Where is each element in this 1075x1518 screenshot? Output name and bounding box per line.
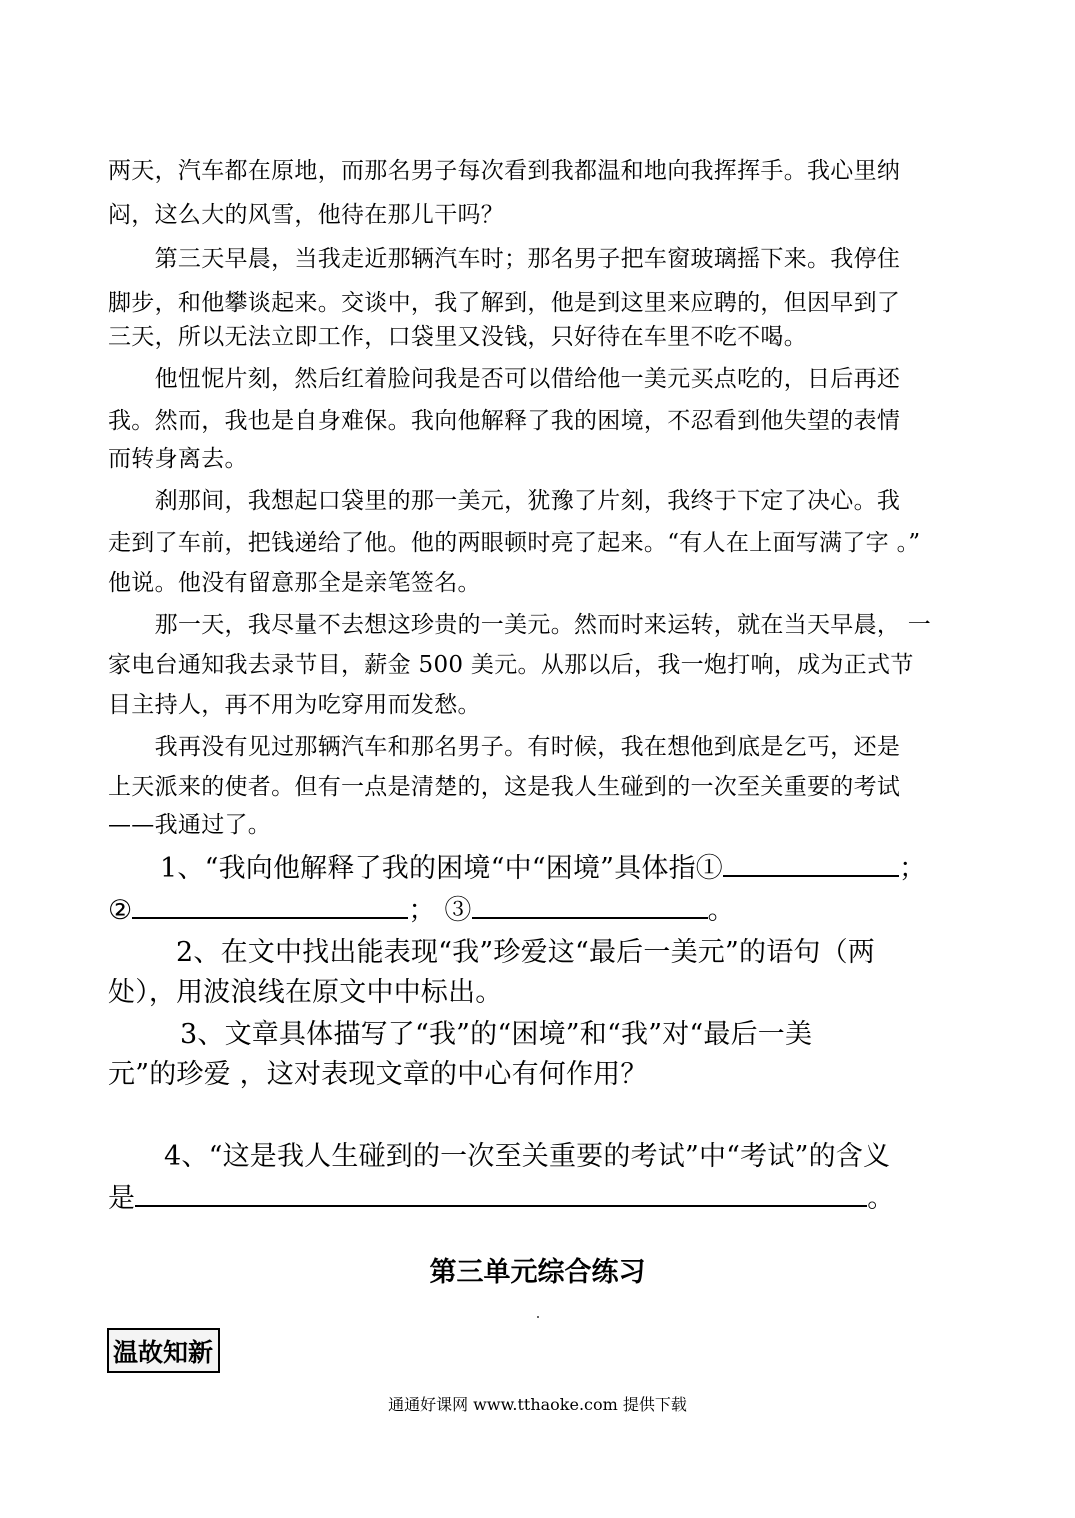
- passage-line: 他忸怩片刻，然后红着脸问我是否可以借给他一美元买点吃的，日后再还: [108, 366, 901, 392]
- passage-line: 目主持人，再不用为吃穿用而发愁。: [108, 692, 481, 718]
- punctuation: 。: [707, 895, 735, 926]
- passage-line: 家电台通知我去录节目，薪金 500 美元。从那以后，我一炮打响，成为正式节: [108, 652, 914, 678]
- passage-line: 上天派来的使者。但有一点是清楚的，这是我人生碰到的一次至关重要的考试: [108, 774, 901, 800]
- question-3-line: 元”的珍爱 ，这对表现文章的中心有何作用？: [108, 1059, 648, 1090]
- question-3-line: 3、文章具体描写了“我”的“困境”和“我”对“最后一美: [180, 1019, 813, 1050]
- passage-line: 三天，所以无法立即工作，口袋里又没钱，只好待在车里不吃不喝。: [108, 324, 807, 350]
- passage-line: 我。然而，我也是自身难保。我向他解释了我的困境，不忍看到他失望的表情: [108, 408, 901, 434]
- question-1-text: 1、“我向他解释了我的困境“中“困境”具体指①: [160, 853, 723, 884]
- passage-line: 他说。他没有留意那全是亲笔签名。: [108, 570, 481, 596]
- section-title: 第三单元综合练习: [429, 1257, 646, 1288]
- passage-line: 第三天早晨，当我走近那辆汽车时；那名男子把车窗玻璃摇下来。我停住: [108, 246, 901, 272]
- passage-line: 我再没有见过那辆汽车和那名男子。有时候，我在想他到底是乞丐，还是: [108, 734, 901, 760]
- question-2-line: 处），用波浪线在原文中中标出。: [108, 977, 503, 1008]
- footer: 通通好课网 www.tthaoke.com 提供下载: [388, 1395, 687, 1414]
- passage-line: 两天，汽车都在原地，而那名男子每次看到我都温和地向我挥挥手。我心里纳: [108, 158, 901, 184]
- answer-blank-3[interactable]: [472, 895, 708, 919]
- punctuation: 。: [867, 1183, 895, 1214]
- question-4-line: 是: [108, 1183, 136, 1214]
- answer-blank-2[interactable]: [132, 895, 408, 919]
- passage-line: 那一天，我尽量不去想这珍贵的一美元。然而时来运转，就在当天早晨， 一: [108, 612, 932, 638]
- passage-line: 刹那间，我想起口袋里的那一美元，犹豫了片刻，我终于下定了决心。我: [108, 488, 901, 514]
- passage-line: 脚步，和他攀谈起来。交谈中，我了解到，他是到这里来应聘的，但因早到了: [108, 290, 901, 316]
- passage-line: 而转身离去。: [108, 446, 248, 472]
- stray-dot: [537, 1316, 539, 1318]
- passage-line: 闷，这么大的风雪，他待在那儿干吗？: [108, 202, 505, 228]
- circled-number: ③: [444, 895, 472, 926]
- punctuation: ；: [899, 853, 927, 884]
- passage-line: ——我通过了。: [108, 812, 272, 838]
- punctuation: ；: [408, 895, 436, 926]
- question-2-line: 2、在文中找出能表现“我”珍爱这“最后一美元”的语句（两: [176, 937, 875, 968]
- passage-line: 走到了车前，把钱递给了他。他的两眼顿时亮了起来。“有人在上面写满了字 。”: [108, 530, 921, 556]
- circled-number: ②: [108, 895, 133, 926]
- boxed-label: 温故知新: [107, 1328, 220, 1373]
- answer-blank-1[interactable]: [723, 853, 899, 877]
- answer-blank-4[interactable]: [135, 1183, 867, 1207]
- question-4-line: 4、“这是我人生碰到的一次至关重要的考试”中“考试”的含义: [164, 1141, 891, 1172]
